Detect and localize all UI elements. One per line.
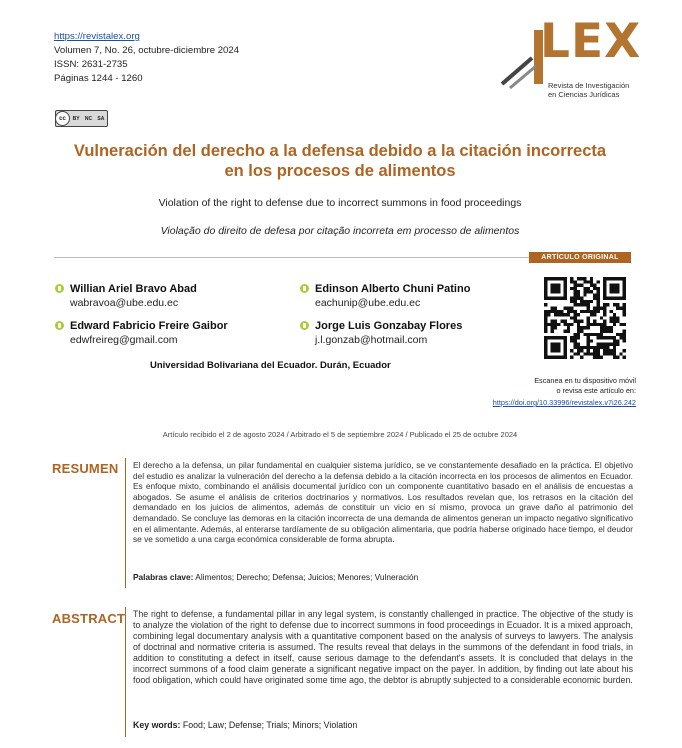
section-rule <box>125 458 126 588</box>
title-portuguese: Violação do direito de defesa por citação incorreta em processo de alimentos <box>160 225 520 237</box>
abstract-text: The right to defense, a fundamental pillar in any legal system, is constantly challenged in practice. The objective of the study is to analyze the violation of the right to defense due to incorrect summons in food proceedings in Ecuador. It is a mixed approach, combining legal documentary analysis with a quantitative component based on the analysis of surveys to lawyers. The analysis of doctrinal and normative criteria is assumed. The results reveal that delays in the summons of the defendant in food trials, in addition to constituting a defect in itself, cause serious damage to the defendant's assets. It is concluded that delays in the incorrect summons of a food claim generate a significant negative impact on the payer. In addition, by finding out late about his food obligation, which could have originated some time ago, the debtor is abruptly subjected to a considerable economic burden. <box>133 609 633 685</box>
lex-logo-text: LEX <box>540 14 642 69</box>
article-title: Vulneración del derecho a la defensa debido a la citación incorrecta en los procesos de alimentos <box>73 142 607 180</box>
resumen-keywords: Palabras clave: Alimentos; Derecho; Defensa; Juicios; Menores; Vulneración <box>133 572 419 582</box>
issn: ISSN: 2631-2735 <box>54 59 128 70</box>
pages: Páginas 1244 - 1260 <box>54 73 143 84</box>
cc-license-badge[interactable] <box>55 110 108 127</box>
qr-caption: Escanea en tu dispositivo móvil o revisa este artículo en: https://doi.org/10.33996/revistalex.v7i26.242 <box>492 376 636 407</box>
author-email[interactable]: j.l.gonzab@hotmail.com <box>315 334 428 346</box>
affiliation: Universidad Bolivariana del Ecuador. Durán, Ecuador <box>150 360 391 371</box>
resumen-text: El derecho a la defensa, un pilar fundamental en cualquier sistema jurídico, se ve constantemente desafiado en la práctica. El objetivo del estudio es analizar la vulneración del derecho a la defensa debido a la citación incorrecta en los procesos de alimentos en Ecuador. Es enfoque mixto, combinando el análisis documental jurídico con un componente cuantitativo basado en el análisis de encuestas a abogados. Se asume el análisis de criterios doctrinarios y normativos. Los resultados revelan que, los retrasos en la citación del demandado en los juicios de alimentos, además de constituir un vicio en sí mismo, provoca un grave daño al patrimonio del demandado. Se concluye las demoras en la citación incorrecta de una demanda de alimentos generan un impacto negativo significativo en el alimentante. Además, al enterarse tardíamente de su obligación alimentaria, que podría haberse originado hace tiempo, el deudor se ve sometido a una carga económica considerable de forma abrupta. <box>133 460 633 545</box>
author-2: Edinson Alberto Chuni Patino eachunip@ube.edu.ec <box>300 283 470 309</box>
abstract-keywords: Key words: Food; Law; Defense; Trials; Minors; Violation <box>133 720 358 730</box>
orcid-icon[interactable] <box>300 321 309 330</box>
author-email[interactable]: wabravoa@ube.edu.ec <box>70 297 179 309</box>
section-rule <box>125 607 126 737</box>
cc-terms: BY NC SA <box>72 115 105 122</box>
author-3: Edward Fabricio Freire Gaibor edwfreireg@gmail.com <box>55 320 228 346</box>
journal-url[interactable]: https://revistalex.org <box>54 31 140 42</box>
logo-subtitle: Revista de Investigación en Ciencias Jurídicas <box>548 81 630 99</box>
abstract-label: ABSTRACT <box>52 611 126 626</box>
author-4: Jorge Luis Gonzabay Flores j.l.gonzab@hotmail.com <box>300 320 462 346</box>
doi-link[interactable]: https://doi.org/10.33996/revistalex.v7i26.242 <box>492 398 636 407</box>
orcid-icon[interactable] <box>300 284 309 293</box>
orcid-icon[interactable] <box>55 321 64 330</box>
orcid-icon[interactable] <box>55 284 64 293</box>
author-email[interactable]: edwfreireg@gmail.com <box>70 334 178 346</box>
article-dates: Artículo recibido el 2 de agosto 2024 / Arbitrado el 5 de septiembre 2024 / Publicado el 25 de octubre 2024 <box>162 430 518 439</box>
author-1: Willian Ariel Bravo Abad wabravoa@ube.edu.ec <box>55 283 197 309</box>
resumen-label: RESUMEN <box>52 461 119 476</box>
article-type-badge: ARTÍCULO ORIGINAL <box>529 252 631 263</box>
qr-code[interactable] <box>544 277 626 359</box>
cc-icon: cc <box>55 111 70 126</box>
lex-logo-mark <box>496 28 546 92</box>
volume-info: Volumen 7, No. 26, octubre-diciembre 2024 <box>54 45 240 56</box>
title-english: Violation of the right to defense due to incorrect summons in food proceedings <box>158 197 522 209</box>
author-email[interactable]: eachunip@ube.edu.ec <box>315 297 421 309</box>
